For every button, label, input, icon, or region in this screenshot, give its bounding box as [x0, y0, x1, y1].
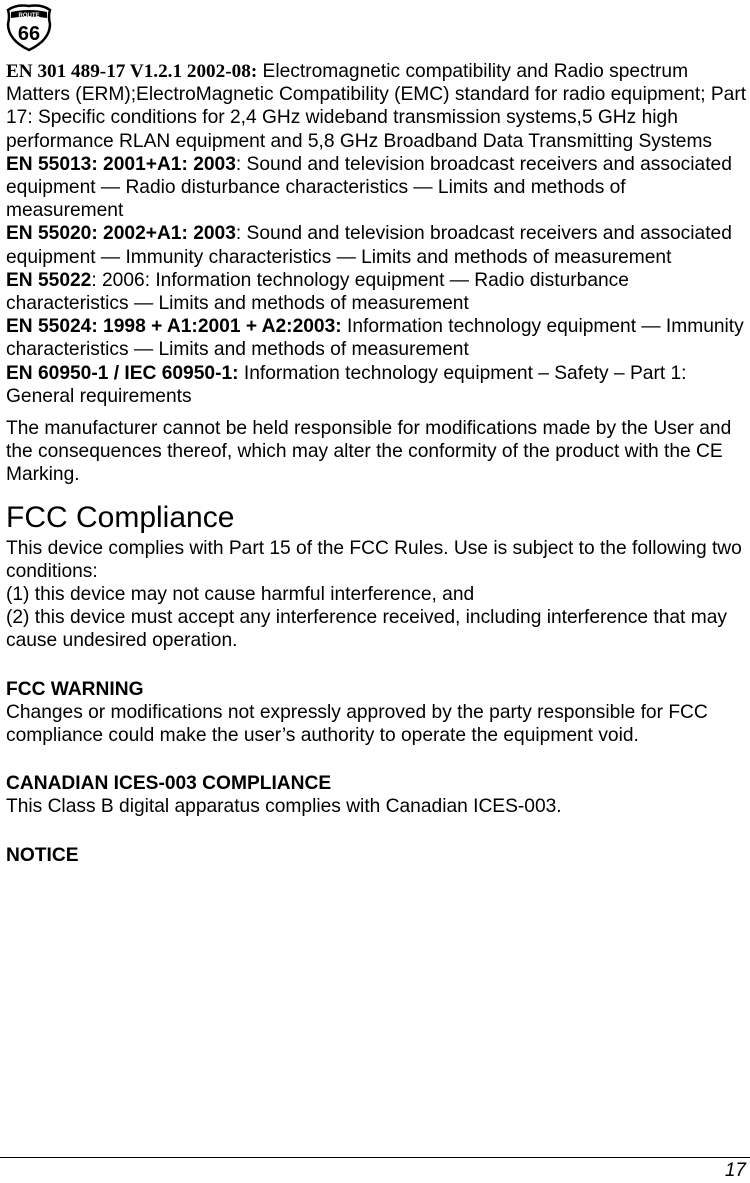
- logo-shield-text: ROUTE: [18, 13, 40, 19]
- footer-rule: [0, 1157, 750, 1158]
- standard-entry: [6, 153, 748, 223]
- standard-code: EN 55024: 1998 + A1:2001 + A2:2003:: [6, 316, 342, 338]
- standard-entry: [6, 222, 748, 268]
- route66-logo: [4, 2, 54, 52]
- fcc-heading: FCC Compliance: [6, 500, 235, 534]
- notice-title: NOTICE: [6, 844, 79, 866]
- standard-entry: [6, 60, 748, 153]
- manufacturer-note: The manufacturer cannot be held responsible for modifications made by the User and the consequences thereof, which may alter the conformity of the product with the CE Marking.: [6, 418, 732, 486]
- standard-code: EN 301 489-17 V1.2.1 2002-08:: [6, 61, 258, 82]
- fcc-warning-title: FCC WARNING: [6, 678, 144, 700]
- document-body: [6, 60, 748, 867]
- fcc-condition-2: (2) this device must accept any interference received, including interference that may cause undesired operation.: [6, 607, 727, 652]
- logo-number: 66: [17, 23, 41, 45]
- fcc-warning-text: Changes or modifications not expressly approved by the party responsible for FCC compliance could make the user’s authority to operate the equipment void.: [6, 701, 708, 747]
- standard-entry: [6, 315, 748, 361]
- standard-text: : Sound and television broadcast receivers and associated equipment — Immunity characteristics — Limits and methods of measurement: [6, 223, 732, 268]
- standard-text: Information technology equipment — Immunity characteristics — Limits and methods of measurement: [6, 316, 744, 361]
- canada-title: CANADIAN ICES-003 COMPLIANCE: [6, 773, 332, 795]
- canada-text: This Class B digital apparatus complies with Canadian ICES-003.: [6, 796, 562, 818]
- fcc-condition-1: (1) this device may not cause harmful interference, and: [6, 584, 475, 606]
- standard-text: Electromagnetic compatibility and Radio spectrum Matters (ERM);ElectroMagnetic Compatibility (EMC) standard for radio equipment; Part 17: Specific conditions for 2,4 GHz wideband transmission systems,5 GHz high performance RLAN equipment and 5,8 GHz Broadband Data Transmitting Systems: [6, 61, 747, 152]
- standard-entry: [6, 269, 748, 315]
- standard-entry: [6, 362, 748, 408]
- standard-code: EN 60950-1 / IEC 60950-1:: [6, 362, 239, 384]
- standard-text: : Sound and television broadcast receivers and associated equipment — Radio disturbance characteristics — Limits and methods of measurement: [6, 153, 732, 222]
- standard-code: EN 55022: [6, 269, 92, 291]
- standard-text: Information technology equipment – Safety – Part 1: General requirements: [6, 362, 687, 407]
- page-number: 17: [724, 1160, 746, 1181]
- standard-text: : 2006: Information technology equipment — Radio disturbance characteristics — Limits and methods of measurement: [6, 269, 629, 315]
- fcc-intro: This device complies with Part 15 of the FCC Rules. Use is subject to the following two conditions:: [6, 537, 742, 582]
- standard-code: EN 55013: 2001+A1: 2003: [6, 153, 236, 175]
- standard-code: EN 55020: 2002+A1: 2003: [6, 223, 236, 245]
